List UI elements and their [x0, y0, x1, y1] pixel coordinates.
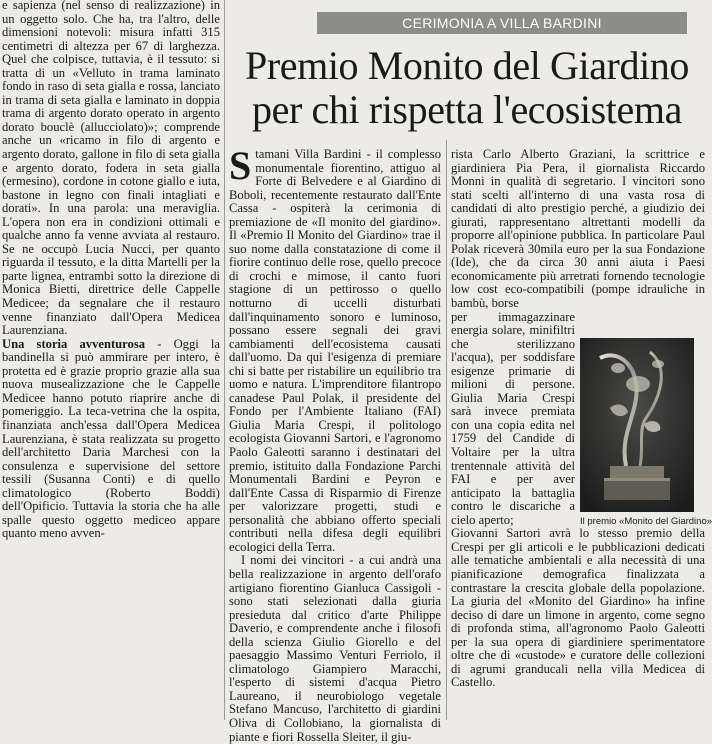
section-kicker: CERIMONIA A VILLA BARDINI	[317, 12, 687, 34]
left-article-column	[2, 0, 220, 720]
column-divider	[224, 0, 225, 720]
award-sculpture-image	[580, 338, 694, 512]
second-paragraph	[229, 554, 441, 744]
award-photo	[580, 338, 694, 512]
middle-article-column	[229, 143, 441, 744]
subhead: Una storia avventurosa	[2, 336, 146, 351]
lead-paragraph	[229, 143, 441, 554]
headline: Premio Monito del Giardino per chi rispetta l'ecosistema	[245, 43, 689, 132]
column-divider-right	[446, 140, 447, 720]
drop-cap: S	[229, 143, 252, 188]
left-article-text: e sapienza (nel senso di realizzazione) in un oggetto solo. Che ha, tra l'altro, delle dimensioni notevoli: misura infatti 315 centimetri di altezza per 67 di larghezza. Quel che colpisce, tuttavia, è il tessuto: si tratta di un «Velluto in trama laminato fondo in raso di seta gialla e rossa, lanciato in trama di seta gialla e laminato in doppia trama di argento dorato operato in argento dorato bouclè (allucciolato)»; comprende anche un «ricamo in filo di argento e argento dorato, gallone in filo di seta gialla e argento dorato, fodera in seta gialla (ermesino), cordone in cotone giallo e iuta, bastone in legno con finali intagliati e dorati». In una parola: una meraviglia. L'opera non era in condizioni ottimali e qualche anno fa venne avviata al restauro. Se ne occupò Lucia Nucci, per quanto riguarda il tessuto, e la ditta Martelli per la parte lignea, entrambi sotto la direzione di Monica Bietti, direttrice delle Cappelle Medicee; da segnalare che il restauro venne finanziato dall'Opera Medicea Laurenziana.	[2, 0, 220, 338]
lead-text: tamani Villa Bardini - il complesso monumentale fiorentino, attiguo al Forte di Belvedere e al Giardino di Boboli, recentemente restaurato dall'Ente Cassa - ospiterà la cerimonia di premiazione de «Il monito del giardino». Il «Premio Il Monito del Giardino» trae il suo nome dalla constatazione di come il fiorire continuo delle rose, quello precoce di crochi e mimose, il canto fuori stagione di un pettirosso o quello notturno di uccelli disturbati dall'inquinamento sonoro e luminoso, possano essere segnali dei gravi cambiamenti dell'ecosistema causati dall'uomo. Da qui l'esigenza di premiare chi si batte per ristabilire un equilibrio tra uomo e natura. L'imprenditore filantropo canadese Paul Polak, il presidente del Fondo per l'Ambiente Italiano (FAI) Giulia Maria Crespi, il politologo ecologista Giovanni Sartori, e l'agronomo Paolo Galeotti saranno i destinatari del premio, istituito dalla Fondazione Parchi Monumentali Bardini e Peyron e dall'Ente Cassa di Risparmio di Firenze per valorizzare progetti, studi e personalità che abbiano offerto speciali contributi nella difesa degli equilibri ecologici della Terra.	[229, 147, 441, 554]
right-text-narrow: per immagazzinare energia solare, minifiltri che sterilizzano l'acqua), per soddisfare esigenze primarie di milioni di persone. Giulia Maria Crespi sarà invece premiata con una copia edita nel 1759 del Candide di Voltaire per la ultra trentennale attività del FAI e per aver anticipato la battaglia contro le discariche a cielo aperto;	[451, 309, 575, 527]
photo-caption: Il premio «Monito del Giardino»	[580, 516, 712, 527]
right-text-top: rista Carlo Alberto Graziani, la scrittrice e giardiniera Pia Pera, il giornalista Riccardo Monni in qualità di segretario. I vincitori sono stati scelti all'interno di una vasta rosa di candidati di alto prestigio perché, a giudizio dei giurati, rappresentano altrettanti modelli da proporre all'opinione pubblica. In particolare Paul Polak riceverà 30mila euro per la sua Fondazione (Ide), che da circa 30 anni aiuta i Paesi economicamente più arretrati fornendo tecnologie low cost eco-compatibili (pompe idrauliche in bambù, borse	[451, 147, 705, 311]
left-article-continued	[2, 338, 220, 541]
right-text-bottom: Giovanni Sartori avrà lo stesso premio della Crespi per gli articoli e le pubblicazioni dedicati alle tematiche ambientali e alla necessità di una pianificazione demografica finalizzata a contrastare la crescita globale della popolazione. La giuria del «Monito del Giardino» ha infine deciso di dare un limone in argento, come segno di profonda stima, all'agronomo Paolo Galeotti per la sua opera di giardiniere sperimentatore oltre che di «custode» e curatore delle collezioni di agrumi granducali nella villa Medicea di Castello.	[451, 526, 705, 690]
subhead-body: - Oggi la bandinella si può ammirare per intero, è protetta ed è grazie proprio grazie alla sua nuova musealizzazione che le Cappelle Medicee hanno potuto riaprire anche di pomeriggio. La teca-vetrina che la ospita, finanziata anch'essa dall'Opera Medicea Laurenziana, è stata realizzata su progetto dell'architetto Daria Marchesi con la consulenza e supervisione del settore tessili (Susanna Conti) e di quello climatologico (Roberto Boddi) dell'Opificio. Tuttavia la storia che ha alle spalle questo oggetto mediceo appare quanto meno avven-	[2, 336, 220, 541]
second-paragraph-text: I nomi dei vincitori - a cui andrà una bella realizzazione in argento dell'orafo artigiano fiorentino Gianluca Cassigoli - sono stati selezionati dalla giuria presieduta dal critico d'arte Philippe Daverio, e comprendente anche i filosofi della scienza Giulio Giorello e del paesaggio Massimo Venturi Ferriolo, il climatologo Giampiero Maracchi, l'esperto di sistemi d'acqua Pietro Laureano, il neurobiologo vegetale Stefano Mancuso, l'architetto di giardini Oliva di Collobiano, la giornalista di piante e fiori Rossella Sleiter, il giu-	[229, 553, 441, 744]
